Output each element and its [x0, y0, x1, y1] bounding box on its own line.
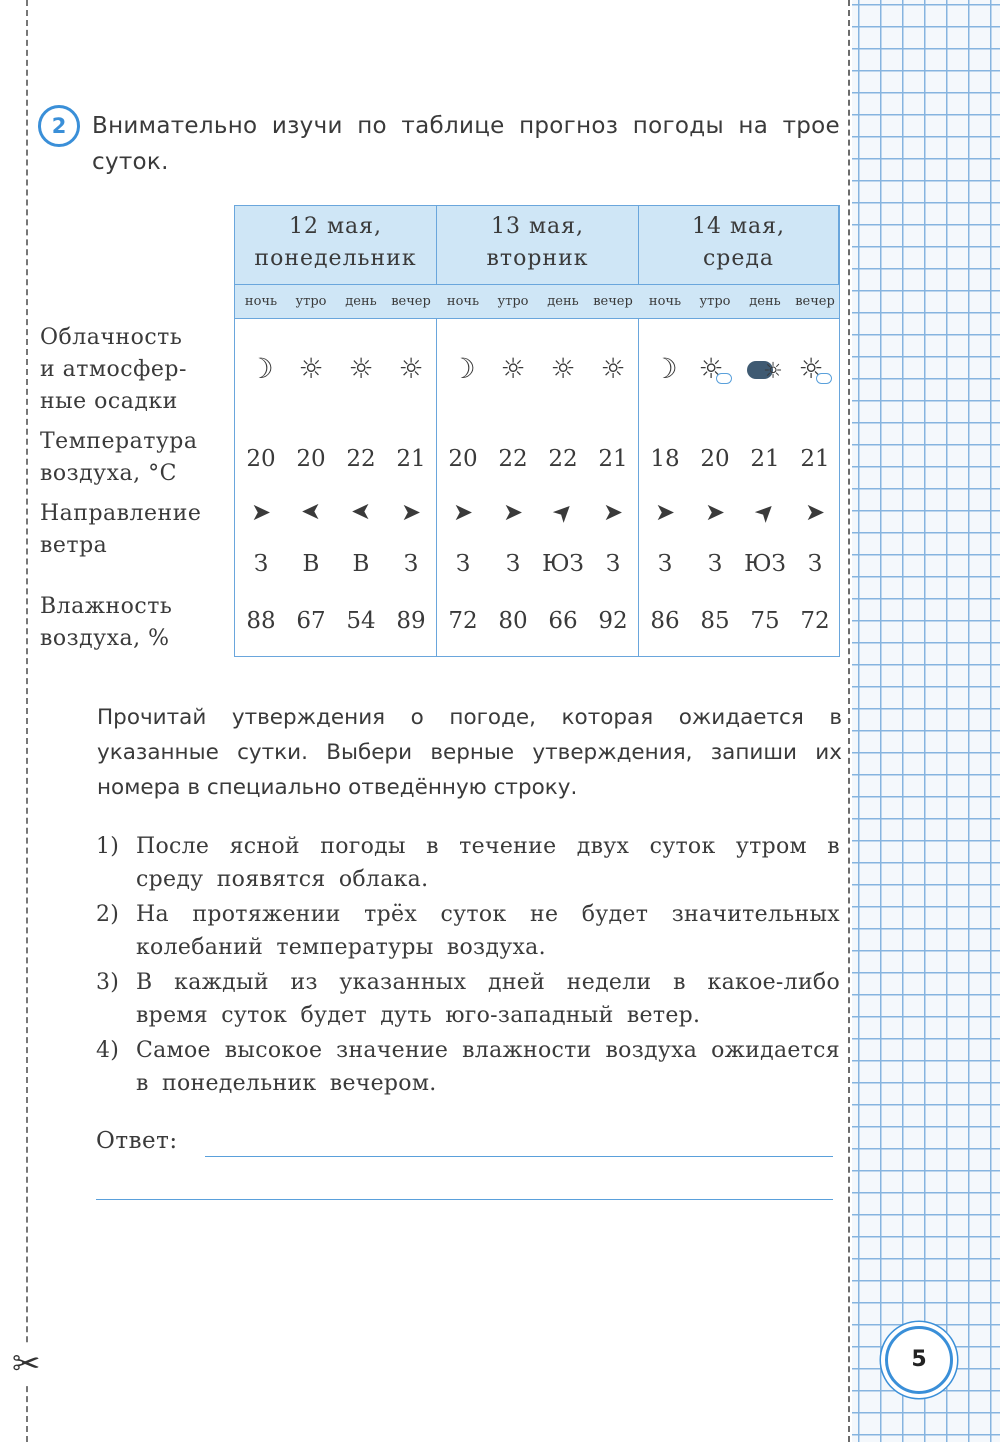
- statement-text: На протяжении трёх суток не будет значительных колебаний температуры воздуха.: [136, 902, 840, 960]
- arrow-right-icon: ➤: [452, 498, 474, 526]
- humidity-value: 92: [598, 608, 628, 634]
- day-divider: [638, 319, 639, 656]
- day-divider: [436, 319, 437, 656]
- humidity-value: 75: [750, 608, 780, 634]
- temperature-value: 22: [548, 446, 578, 472]
- weather-forecast-table: [234, 205, 840, 657]
- day-header-wed: [639, 206, 839, 284]
- temperature-value: 22: [346, 446, 376, 472]
- time-of-day-row: [235, 284, 839, 319]
- sun-icon: ☼: [600, 352, 626, 385]
- wind-direction: З: [657, 551, 673, 577]
- graph-paper-margin: [852, 0, 1000, 1442]
- answer-input-line[interactable]: [205, 1156, 833, 1157]
- humidity-value: 54: [346, 608, 376, 634]
- row-label-cloud-1: Облачность: [40, 325, 183, 350]
- wind-direction: В: [352, 551, 370, 577]
- moon-icon: ☽: [652, 352, 678, 385]
- time-of-day-label: утро: [699, 294, 731, 309]
- sun-cloud-icon: ☼: [790, 353, 840, 385]
- statement-number: 4): [96, 1038, 120, 1063]
- wind-direction: З: [807, 551, 823, 577]
- wind-direction: З: [605, 551, 621, 577]
- instructions-text: Прочитай утверждения о погоде, которая ожидается в указанные сутки. Выбери верные утверждения, запиши их номера в специально отведённую строку.: [97, 705, 842, 800]
- wind-direction: В: [302, 551, 320, 577]
- time-of-day-label: вечер: [795, 294, 835, 309]
- task-intro: Внимательно изучи по таблице прогноз погоды на трое суток.: [92, 113, 840, 175]
- sun-icon: ☼: [298, 352, 324, 385]
- time-of-day-label: утро: [295, 294, 327, 309]
- day-header-mon: [235, 206, 437, 284]
- humidity-value: 67: [296, 608, 326, 634]
- arrow-left-icon: ➤: [350, 498, 372, 526]
- time-of-day-label: ночь: [446, 294, 480, 309]
- arrow-right-icon: ➤: [400, 498, 422, 526]
- answer-input-line-2[interactable]: [96, 1199, 833, 1200]
- wind-direction: З: [505, 551, 521, 577]
- answer-label: Ответ:: [96, 1128, 178, 1154]
- wind-direction: ЮЗ: [542, 551, 584, 577]
- wind-direction: З: [253, 551, 269, 577]
- statements-list: [96, 830, 840, 1102]
- dark-cloud-sun-icon: ☼: [740, 353, 790, 388]
- time-of-day-label: ночь: [244, 294, 278, 309]
- arrow-left-icon: ➤: [300, 498, 322, 526]
- wind-direction: З: [455, 551, 471, 577]
- row-label-cloud-2: и атмосфер-: [40, 357, 187, 382]
- temperature-value: 21: [750, 446, 780, 472]
- arrow-right-icon: ➤: [804, 498, 826, 526]
- humidity-value: 80: [498, 608, 528, 634]
- time-of-day-label: вечер: [593, 294, 633, 309]
- cut-line: [26, 0, 28, 1442]
- sun-cloud-icon: ☼: [690, 353, 740, 385]
- humidity-value: 72: [800, 608, 830, 634]
- task-number-badge: 2: [38, 105, 80, 147]
- temperature-value: 21: [800, 446, 830, 472]
- sun-icon: ☼: [500, 352, 526, 385]
- row-label-temp-2: воздуха, °С: [40, 461, 177, 486]
- day-weekday: понедельник: [254, 246, 417, 271]
- humidity-value: 86: [650, 608, 680, 634]
- humidity-value: 72: [448, 608, 478, 634]
- row-label-hum-2: воздуха, %: [40, 626, 170, 651]
- temperature-value: 20: [700, 446, 730, 472]
- wind-direction: З: [707, 551, 723, 577]
- statement-4: [96, 1034, 840, 1100]
- wind-direction: З: [403, 551, 419, 577]
- wind-direction: ЮЗ: [744, 551, 786, 577]
- temperature-value: 21: [396, 446, 426, 472]
- time-of-day-label: день: [547, 294, 579, 309]
- temperature-value: 21: [598, 446, 628, 472]
- time-of-day-label: ночь: [648, 294, 682, 309]
- time-of-day-label: день: [749, 294, 781, 309]
- statement-1: [96, 830, 840, 896]
- humidity-value: 66: [548, 608, 578, 634]
- moon-icon: ☽: [450, 352, 476, 385]
- statement-2: [96, 898, 840, 964]
- row-label-wind-1: Направление: [40, 501, 202, 526]
- statement-text: В каждый из указанных дней недели в какое-либо время суток будет дуть юго-западный ветер.: [136, 970, 840, 1028]
- temperature-value: 20: [448, 446, 478, 472]
- temperature-value: 20: [296, 446, 326, 472]
- arrow-right-icon: ➤: [502, 498, 524, 526]
- day-date: 14 мая,: [691, 214, 786, 239]
- arrow-up-right-icon: ➤: [747, 494, 783, 530]
- humidity-value: 88: [246, 608, 276, 634]
- row-label-cloud-3: ные осадки: [40, 389, 178, 414]
- row-label-hum-1: Влажность: [40, 594, 173, 619]
- temperature-value: 18: [650, 446, 680, 472]
- statement-number: 2): [96, 902, 120, 927]
- arrow-right-icon: ➤: [704, 498, 726, 526]
- page-number: 5: [885, 1326, 953, 1394]
- temperature-value: 22: [498, 446, 528, 472]
- sun-icon: ☼: [348, 352, 374, 385]
- day-weekday: среда: [702, 246, 775, 271]
- time-of-day-label: день: [345, 294, 377, 309]
- day-header-tue: [437, 206, 639, 284]
- perforation-line: [848, 0, 854, 1442]
- arrow-right-icon: ➤: [654, 498, 676, 526]
- statement-text: Самое высокое значение влажности воздуха ожидается в понедельник вечером.: [136, 1038, 840, 1096]
- statement-text: После ясной погоды в течение двух суток утром в среду появятся облака.: [136, 834, 840, 892]
- moon-icon: ☽: [248, 352, 274, 385]
- temperature-value: 20: [246, 446, 276, 472]
- day-date: 12 мая,: [288, 214, 383, 239]
- humidity-value: 85: [700, 608, 730, 634]
- scissors-icon: ✂: [12, 1344, 41, 1384]
- arrow-up-right-icon: ➤: [545, 494, 581, 530]
- arrow-right-icon: ➤: [602, 498, 624, 526]
- row-label-temp-1: Температура: [40, 429, 198, 454]
- day-date: 13 мая,: [490, 214, 585, 239]
- statement-number: 1): [96, 834, 120, 859]
- arrow-right-icon: ➤: [250, 498, 272, 526]
- time-of-day-label: утро: [497, 294, 529, 309]
- sun-icon: ☼: [550, 352, 576, 385]
- statement-3: [96, 966, 840, 1032]
- sun-icon: ☼: [398, 352, 424, 385]
- time-of-day-label: вечер: [391, 294, 431, 309]
- day-weekday: вторник: [486, 246, 589, 271]
- statement-number: 3): [96, 970, 120, 995]
- row-label-wind-2: ветра: [40, 533, 108, 558]
- humidity-value: 89: [396, 608, 426, 634]
